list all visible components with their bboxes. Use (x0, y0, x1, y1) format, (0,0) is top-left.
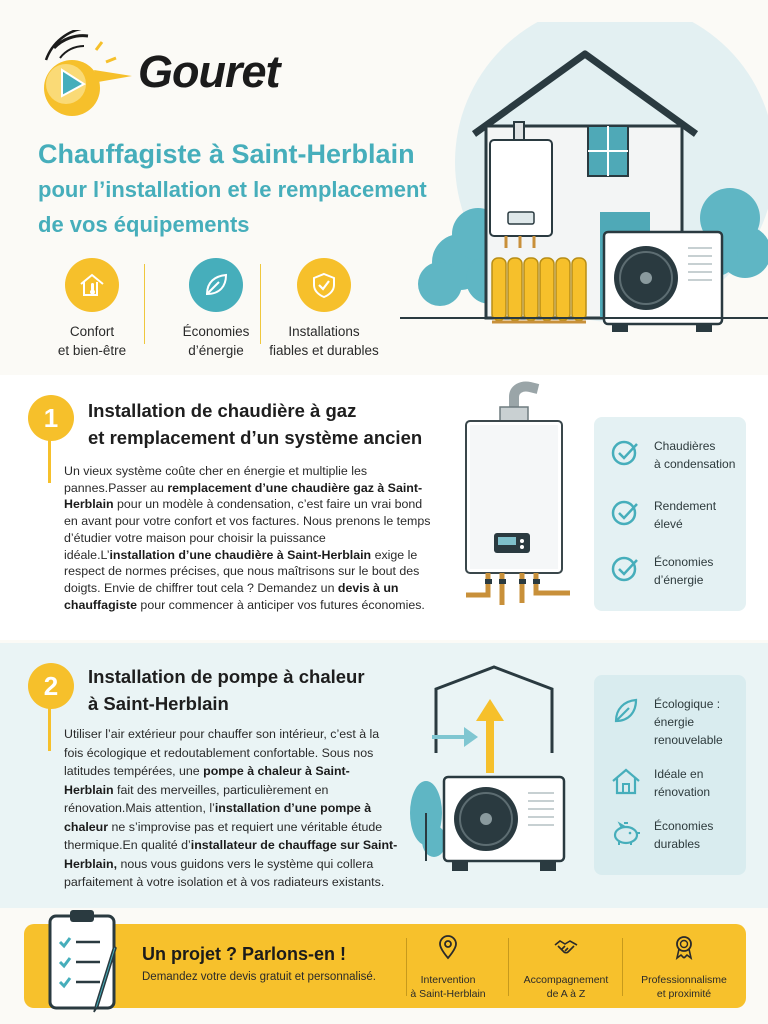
feature-reliable-line2: fiables et durables (269, 343, 379, 358)
text-run: pour commencer à anticiper vos futures économies. (136, 597, 425, 612)
bold-keyword: installateur de chauffage sur Saint-Herblain, (64, 838, 398, 871)
footer-item-line2: de A à Z (546, 988, 586, 1000)
divider (622, 938, 623, 996)
footer-item-line1: Professionnalisme (641, 974, 727, 986)
sun-play-logo-icon (36, 30, 146, 120)
house-illustration (400, 22, 768, 352)
feature-savings-line1: Économies (182, 324, 250, 339)
bold-keyword: remplacement d’une chaudière gaz à Saint-Herblain (64, 480, 423, 512)
benefit-item (610, 817, 760, 853)
hero-header (0, 0, 768, 372)
cta-banner[interactable] (24, 924, 746, 1008)
cta-subtitle: Demandez votre devis gratuit et personnalisé. (142, 971, 376, 983)
benefit-line2: durables (654, 837, 701, 851)
section-title (88, 663, 365, 717)
bold-keyword: devis à un chauffagiste (64, 580, 399, 612)
award-medal-icon (671, 934, 697, 960)
heat-pump-illustration (404, 663, 588, 885)
check-circle-icon (610, 497, 642, 529)
benefit-item (610, 437, 760, 473)
feature-comfort-line2: et bien-être (57, 343, 127, 358)
benefit-line3: renouvelable (654, 733, 723, 747)
accent-bar (48, 705, 51, 751)
house-thermometer-icon (65, 258, 119, 312)
clipboard-checklist-icon (24, 908, 124, 1016)
benefit-line1: Économies (654, 819, 714, 833)
section1-benefits (594, 417, 746, 611)
feature-savings (156, 258, 276, 360)
check-circle-icon (610, 437, 642, 469)
bold-keyword: installation d’une chaudière à Saint-Herblain (109, 547, 372, 562)
feature-reliable (264, 258, 384, 360)
benefit-line2: d’énergie (654, 573, 704, 587)
handshake-icon (553, 934, 579, 960)
benefit-line1: Idéale en (654, 767, 704, 781)
section-title-line2: à Saint-Herblain (88, 693, 229, 714)
footer-item-location (388, 934, 508, 1001)
feature-list (32, 258, 402, 358)
title-line-3: de vos équipements (38, 212, 250, 237)
footer-item-line1: Accompagnement (523, 974, 609, 986)
benefit-item (610, 695, 760, 749)
accent-bar (48, 437, 51, 483)
bold-keyword: pompe à chaleur à Saint-Herblain (64, 764, 350, 797)
leaf-icon (189, 258, 243, 312)
section-paragraph (64, 725, 398, 892)
shield-check-icon (297, 258, 351, 312)
section2-benefits (594, 675, 746, 875)
step-number: 1 (28, 395, 74, 441)
divider (144, 264, 145, 344)
brand-name: Gouret (138, 46, 280, 97)
text-run: Utiliser l’air extérieur pour chauffer son intérieur, c’est à la fois écologique et redoutablement confortable. Sous nos latitudes tempérées, une (64, 727, 380, 778)
map-pin-icon (435, 934, 461, 960)
feature-comfort (32, 258, 152, 360)
benefit-line1: Chaudières (654, 439, 716, 453)
feature-savings-line2: d’énergie (188, 343, 244, 358)
benefit-line2: énergie (654, 715, 695, 729)
piggy-bank-icon (610, 817, 642, 849)
gas-boiler-illustration (452, 381, 576, 613)
text-run: Mais attention, l’ (125, 801, 215, 815)
section-paragraph (64, 463, 438, 613)
divider (260, 264, 261, 344)
section-title-line1: Installation de pompe à chaleur (88, 666, 365, 687)
house-icon (610, 765, 642, 797)
text-run: ne s’improvise pas et requiert une véritable étude thermique. (64, 819, 383, 852)
benefit-item (610, 553, 760, 589)
footer-item-line1: Intervention (420, 974, 476, 986)
section-title (88, 397, 422, 451)
section-heat-pump (0, 643, 768, 908)
step-number: 2 (28, 663, 74, 709)
benefit-item (610, 497, 760, 533)
footer-item-professionalism (624, 934, 744, 1001)
text-run: L’ (100, 547, 110, 562)
section-gas-boiler (0, 375, 768, 640)
benefit-line2: à condensation (654, 457, 736, 471)
text-run: fait des merveilles, particulièrement en rénovation. (64, 782, 329, 815)
brand-logo[interactable] (36, 30, 336, 120)
footer-item-support (506, 934, 626, 1001)
leaf-icon (610, 695, 642, 727)
text-run: Un vieux système coûte cher en énergie et multiplie les pannes. (64, 464, 368, 495)
check-circle-icon (610, 553, 642, 585)
benefit-line1: Écologique : (654, 697, 721, 711)
section-title-line1: Installation de chaudière à gaz (88, 400, 357, 421)
cta-title[interactable]: Un projet ? Parlons-en ! (142, 944, 347, 964)
benefit-line1: Économies (654, 555, 714, 569)
title-line-2: pour l’installation et le remplacement (38, 177, 427, 202)
footer-item-line2: à Saint-Herblain (410, 988, 486, 1000)
text-run: En qualité d’ (122, 838, 191, 852)
text-run: nous vous guidons vers le système qui collera parfaitement à votre isolation et à vos radiateurs existants. (64, 856, 385, 889)
benefit-line2: élevé (654, 517, 683, 531)
feature-comfort-line1: Confort (69, 324, 115, 339)
benefit-line2: rénovation (654, 785, 711, 799)
feature-reliable-line1: Installations (288, 324, 360, 339)
text-run: pour un modèle à condensation, c’est faire un vrai bond en avant pour votre confort et vos factures. Nous prenons le temps d’étudier votre maison pour choisir la puissance idéale. (64, 497, 431, 562)
bold-keyword: installation d’une pompe à chaleur (64, 801, 372, 834)
footer-item-line2: et proximité (656, 988, 712, 1000)
benefit-line1: Rendement (654, 499, 717, 513)
benefit-item (610, 765, 760, 801)
text-run: Passer au (108, 480, 168, 495)
section-title-line2: et remplacement d’un système ancien (88, 427, 423, 448)
text-run: exige le respect de normes précises, que nous maîtrisons sur le bout des doigts. Envie de chiffrer tout cela ? Demandez un (64, 547, 420, 595)
title-line-1: Chauffagiste à Saint-Herblain (38, 139, 415, 169)
